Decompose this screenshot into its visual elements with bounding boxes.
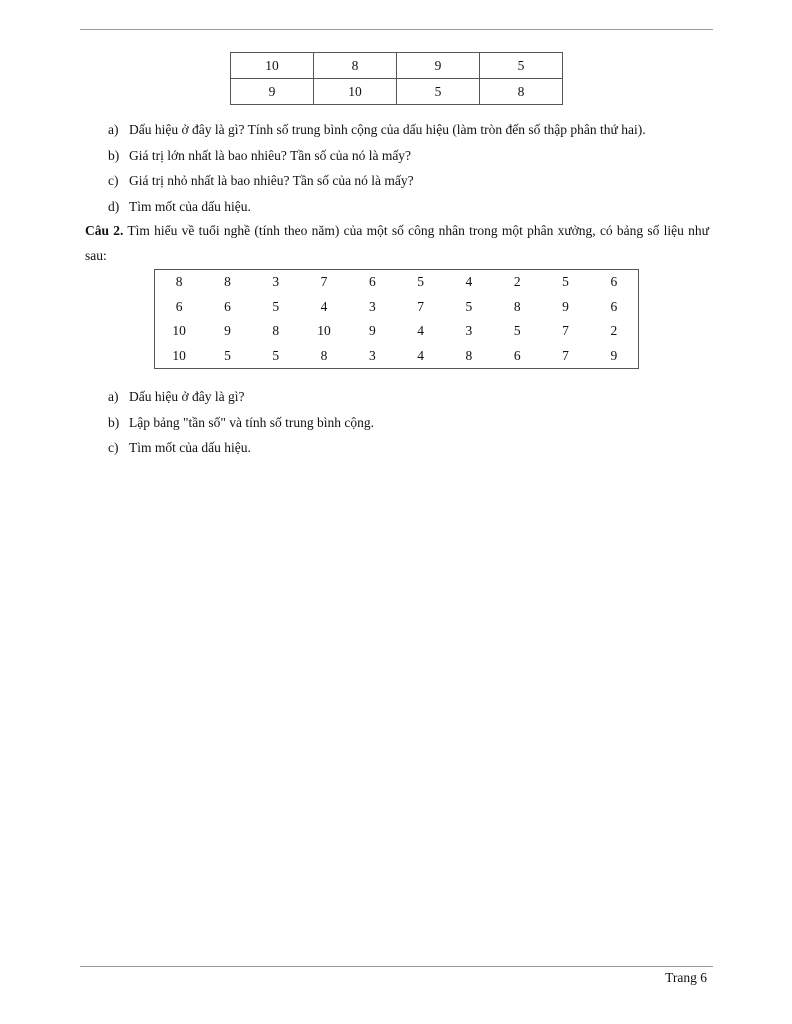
table-cell: 8 [175,274,183,290]
question-number: Câu 2. [85,223,124,238]
table-cell: 8 [513,298,521,314]
item-marker: c) [108,440,119,455]
table-cell: 10 [231,53,314,79]
table-cell: 7 [562,347,569,363]
table-cell: 9 [231,79,314,105]
item-text: Giá trị lớn nhất là bao nhiêu? Tần số của nó là mấy? [129,147,412,163]
table-cell: 5 [272,347,280,363]
table-row [155,270,639,295]
item-marker: a) [108,389,119,404]
table-cell: 8 [480,79,563,105]
table-cell: 6 [610,298,618,314]
table-cell: 8 [224,274,231,290]
table-cell: 2 [610,323,618,339]
table-cell: 10 [172,323,186,339]
item-marker: a) [108,122,119,137]
table-cell: 5 [480,53,563,79]
item-marker: b) [108,147,120,163]
table-cell: 3 [272,274,280,290]
table-cell: 9 [224,323,231,339]
question-2-subitems [108,384,374,461]
table-cell: 8 [320,347,328,363]
data-table-2 [154,269,639,369]
list-item [108,384,374,410]
table-cell: 3 [368,347,376,363]
list-item [108,168,646,194]
table-cell: 4 [320,298,328,314]
table-cell: 7 [562,323,569,339]
table-cell: 5 [513,323,521,339]
table-cell: 6 [224,298,231,314]
table-cell: 2 [513,274,521,290]
table-row [155,344,639,369]
footer-rule [80,966,713,967]
table-cell: 7 [320,274,328,290]
item-text: Tìm mốt của dấu hiệu. [129,440,251,455]
table-cell: 9 [562,298,569,314]
item-marker: c) [108,173,119,188]
list-item [108,435,374,461]
table-cell: 5 [562,274,569,290]
table-cell: 6 [368,274,376,290]
table-cell: 10 [172,347,186,363]
table-cell: 5 [417,274,424,290]
header-rule [80,29,713,30]
table-cell: 8 [272,323,280,339]
table-cell: 9 [397,53,480,79]
table-cell: 10 [314,79,397,105]
item-text: Lập bảng "tần số" và tính số trung bình cộng. [129,414,374,430]
table-cell: 8 [314,53,397,79]
table-row [231,79,563,105]
table-cell: 5 [465,298,473,314]
table-row [155,295,639,320]
table-cell: 4 [417,323,424,339]
table-cell: 4 [465,274,473,290]
table-cell: 5 [224,347,231,363]
question-1-subitems [108,117,646,219]
item-text: Giá trị nhỏ nhất là bao nhiêu? Tần số của nó là mấy? [129,173,414,188]
item-marker: b) [108,414,120,430]
item-text: Dấu hiệu ở đây là gì? [129,389,245,404]
question-text: Tìm hiểu về tuổi nghề (tính theo năm) của một số công nhân trong một phân xưởng, có bảng số liệu như sau: [85,223,709,263]
table-cell: 7 [417,298,424,314]
table-cell: 6 [513,347,521,363]
table-cell: 3 [368,298,376,314]
table-cell: 5 [397,79,480,105]
item-text: Dấu hiệu ở đây là gì? Tính số trung bình cộng của dấu hiệu (làm tròn đến số thập phân thứ hai). [129,122,646,137]
list-item [108,410,374,436]
page-number: Trang 6 [665,970,707,985]
table-cell: 6 [175,298,183,314]
table-cell: 6 [610,274,618,290]
table-cell: 8 [465,347,473,363]
list-item [108,117,646,143]
table-cell: 9 [368,323,376,339]
table-cell: 4 [417,347,424,363]
table-cell: 9 [610,347,618,363]
item-marker: d) [108,198,120,214]
data-table-1 [230,52,563,105]
table-cell: 5 [272,298,280,314]
table-row [155,319,639,344]
table-cell: 3 [465,323,473,339]
question-2 [85,218,709,268]
item-text: Tìm mốt của dấu hiệu. [129,198,251,214]
table-row [231,53,563,79]
list-item [108,143,646,169]
list-item [108,194,646,220]
table-cell: 10 [317,323,331,339]
